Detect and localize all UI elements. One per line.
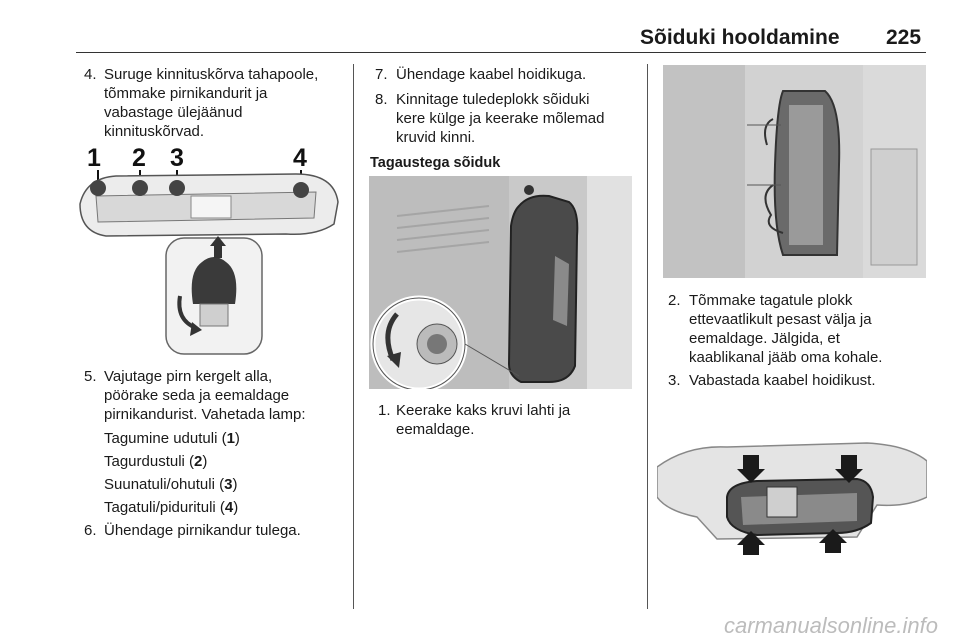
step-6-text: Ühendage pirnikandur tulega. — [104, 522, 301, 539]
step-2-line-4: kaablikanal jääb oma kohale. — [689, 349, 883, 366]
step-7-number: 7. — [375, 66, 388, 83]
lamp-item-2: Tagurdustuli (2) — [104, 453, 208, 470]
step-5-number: 5. — [84, 368, 97, 385]
step-4-number: 4. — [84, 66, 97, 83]
bulb-holder-figure — [657, 437, 927, 557]
step-2-line-3: eemaldage. Jälgida, et — [689, 330, 840, 347]
lamp-item-3: Suunatuli/ohutuli (3) — [104, 476, 238, 493]
step-2-number: 2. — [668, 292, 681, 309]
step-7-text: Ühendage kaabel hoidikuga. — [396, 66, 587, 83]
step-8-line-1: Kinnitage tuledeplokk sõiduki — [396, 91, 590, 108]
step-5-line-2: pöörake seda ja eemaldage — [104, 387, 290, 404]
step-8-line-2: kere külge ja keerake mõlemad — [396, 110, 605, 127]
step-4-line-2: tõmmake pirnikandurit ja — [104, 85, 268, 102]
callout-1: 1 — [87, 144, 101, 172]
step-6-number: 6. — [84, 522, 97, 539]
step-1-number: 1. — [378, 402, 391, 419]
lamp-item-1: Tagumine udutuli (1) — [104, 430, 240, 447]
step-4-line-3: vabastage ülejäänud — [104, 104, 243, 121]
step-8-number: 8. — [375, 91, 388, 108]
watermark: carmanualsonline.info — [723, 613, 938, 638]
step-2-line-2: ettevaatlikult pesast välja ja — [689, 311, 872, 328]
lamp-item-4: Tagatuli/piduritulі (4) — [104, 499, 239, 516]
callout-4: 4 — [293, 144, 307, 172]
step-4-line-1: Suruge kinnituskõrva tahapoole, — [104, 66, 319, 83]
step-1-line-2: eemaldage. — [396, 421, 475, 438]
step-1-line-1: Keerake kaks kruvi lahti ja — [396, 402, 571, 419]
column-divider-1 — [353, 64, 354, 609]
tail-lamp-screw-figure — [369, 176, 632, 389]
page-title: Sõiduki hooldamine — [640, 26, 840, 49]
step-4-line-4: kinnituskõrvad. — [104, 123, 205, 140]
header-rule — [76, 52, 926, 53]
step-3-text: Vabastada kaabel hoidikust. — [689, 372, 876, 389]
step-5-line-1: Vajutage pirn kergelt alla, — [104, 368, 273, 385]
step-5-line-3: pirnikandurist. Vahetada lamp: — [104, 406, 306, 423]
callout-2: 2 — [132, 144, 146, 172]
step-8-line-3: kruvid kinni. — [396, 129, 476, 146]
step-2-line-1: Tõmmake tagatule plokk — [689, 292, 853, 309]
bulb-carrier-figure — [76, 144, 346, 356]
page-number: 225 — [886, 26, 922, 49]
rear-doors-subheading: Tagaustega sõiduk — [370, 155, 501, 171]
column-divider-2 — [647, 64, 648, 609]
step-3-number: 3. — [668, 372, 681, 389]
callout-3: 3 — [170, 144, 184, 172]
tail-lamp-removed-figure — [663, 65, 926, 278]
